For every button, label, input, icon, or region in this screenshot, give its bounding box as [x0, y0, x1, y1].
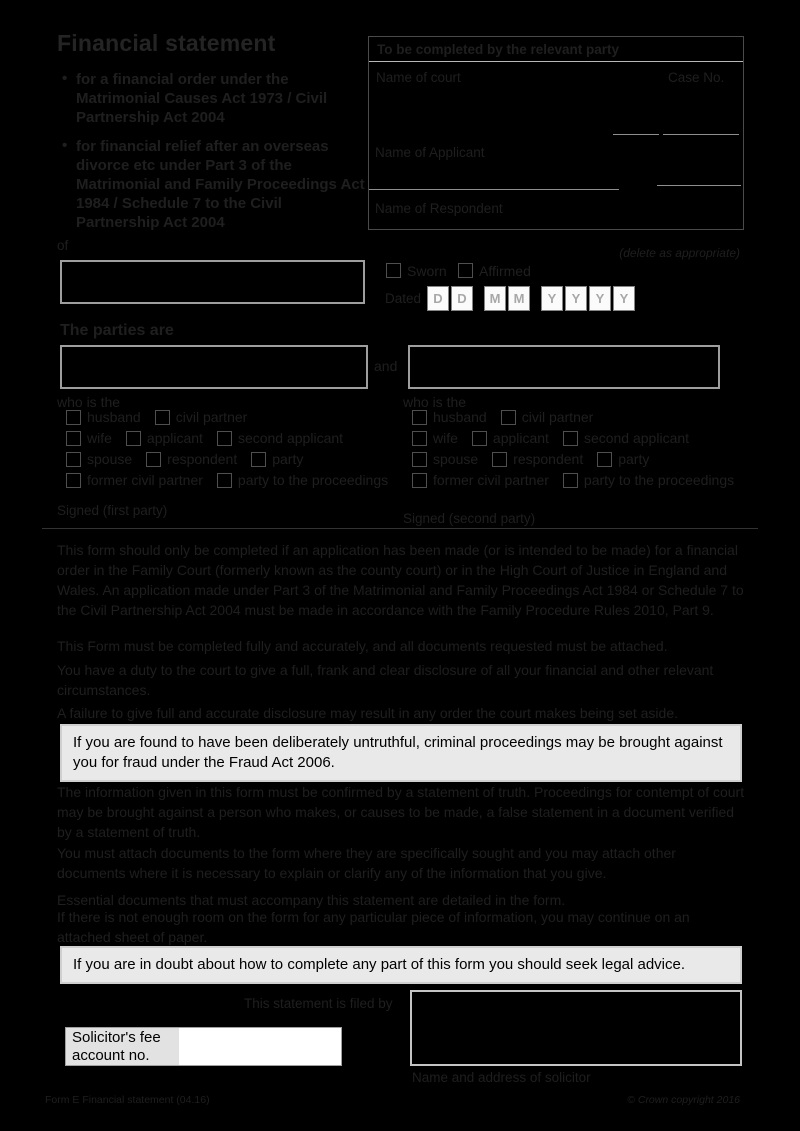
option-party-to-proceedings: [217, 472, 388, 488]
bullet-dot: •: [62, 137, 68, 154]
solicitor-address-caption: Name and address of solicitor: [412, 1070, 591, 1085]
note-paragraph: This form should only be completed if an application has been made (or is intended to be made) for a financial order in the Family Court (formerly known as the county court) or in the High Court of Justice in England and Wales. An application made under Part 3 of the Matrimonial and Family Proceedings Act 1984 or Schedule 7 to the Civil Partnership Act 2004 must be made in accordance with the Family Procedure Rules 2010, Part 9.: [57, 542, 744, 618]
case-no-line[interactable]: [613, 134, 659, 135]
husband-checkbox[interactable]: [412, 410, 427, 425]
fraud-warning-box: If you are found to have been deliberately untruthful, criminal proceedings may be brought against you for fraud under the Fraud Act 2006.: [60, 724, 742, 782]
date-month-cell[interactable]: M: [484, 286, 506, 311]
bullet-dot: •: [62, 70, 68, 87]
options-row: [412, 430, 742, 446]
title-bullets: [62, 70, 368, 242]
statement-of-name-box[interactable]: [60, 260, 365, 304]
option-spouse: [66, 451, 132, 467]
who-is-the-label: who is the: [403, 394, 467, 410]
second-party-name-box[interactable]: [408, 345, 720, 389]
spouse-checkbox[interactable]: [412, 452, 427, 467]
delete-as-appropriate-note: (delete as appropriate): [619, 246, 740, 260]
civil-partner-checkbox[interactable]: [155, 410, 170, 425]
option-label: husband: [433, 409, 487, 425]
options-row: [412, 472, 742, 488]
option-label: respondent: [167, 451, 238, 467]
option-party: [597, 451, 649, 467]
respondent-checkbox[interactable]: [492, 452, 507, 467]
applicant-name-line[interactable]: [369, 189, 619, 190]
affirmed-checkbox[interactable]: [458, 263, 473, 278]
option-second-applicant: [217, 430, 343, 446]
option-label: party: [272, 451, 304, 467]
wife-checkbox[interactable]: [412, 431, 427, 446]
parties-heading: The parties are: [60, 322, 174, 339]
wife-checkbox[interactable]: [66, 431, 81, 446]
page-title: Financial statement: [57, 30, 276, 56]
party-checkbox[interactable]: [597, 452, 612, 467]
option-label: husband: [87, 409, 141, 425]
option-civil-partner: [501, 409, 594, 425]
option-second-applicant: [563, 430, 689, 446]
former-civil-partner-checkbox[interactable]: [412, 473, 427, 488]
statement-of-label: of: [57, 238, 69, 253]
bullet-text: for financial relief after an overseas divorce etc under Part 3 of the Matrimonial and Family Proceedings Act 1984 / Schedule 7 to the Civil Partnership Act 2004: [76, 138, 365, 231]
option-label: former civil partner: [87, 472, 203, 488]
solicitor-fee-input[interactable]: [179, 1028, 341, 1065]
option-party: [251, 451, 303, 467]
options-row: [66, 472, 396, 488]
solicitor-fee-field: [65, 1027, 342, 1066]
second-party-signed-label: Signed (second party): [403, 511, 536, 526]
footer-form-version: Form E Financial statement (04.16): [45, 1094, 210, 1106]
option-applicant: [126, 430, 203, 446]
date-day-cell[interactable]: D: [427, 286, 449, 311]
date-year-cell[interactable]: Y: [613, 286, 635, 311]
note-paragraph: You have a duty to the court to give a full, frank and clear disclosure of all your financial and other relevant circumstances.: [57, 662, 714, 698]
name-of-court-label: Name of court: [376, 70, 461, 85]
affirmed-option: [458, 262, 531, 280]
option-label: spouse: [87, 451, 133, 467]
option-husband: [412, 409, 487, 425]
section-divider: [42, 528, 758, 529]
note-paragraph: The information given in this form must be confirmed by a statement of truth. Proceedings for contempt of court may be brought against a person who makes, or causes to be made, a false statement in a document verified by a statement of truth.: [57, 784, 745, 840]
date-year-cell[interactable]: Y: [565, 286, 587, 311]
option-label: civil partner: [521, 409, 594, 425]
solicitor-address-box[interactable]: [410, 990, 742, 1066]
option-former-civil-partner: [66, 472, 203, 488]
date-day-cell[interactable]: D: [451, 286, 473, 311]
option-label: second applicant: [237, 430, 344, 446]
second-applicant-checkbox[interactable]: [217, 431, 232, 446]
court-box-header: To be completed by the relevant party: [377, 42, 620, 57]
note-paragraph: If there is not enough room on the form for any particular piece of information, you may continue on an attached sheet of paper.: [57, 909, 690, 945]
option-former-civil-partner: [412, 472, 549, 488]
option-label: party to the proceedings: [237, 472, 389, 488]
solicitor-fee-label: Solicitor's fee account no.: [66, 1028, 179, 1065]
option-applicant: [472, 430, 549, 446]
note-paragraph: You must attach documents to the form where they are specifically sought and you may attach other documents where it is necessary to explain or clarify any of the information that you give.: [57, 845, 676, 881]
option-label: second applicant: [583, 430, 690, 446]
date-month-cell[interactable]: M: [508, 286, 530, 311]
option-label: civil partner: [175, 409, 248, 425]
parties-joiner: and: [374, 358, 398, 374]
affirmed-label: Affirmed: [479, 262, 531, 279]
applicant-name-line[interactable]: [657, 185, 741, 186]
date-year-cell[interactable]: Y: [541, 286, 563, 311]
who-is-the-label: who is the: [57, 394, 121, 410]
options-row: [66, 451, 396, 467]
footer-copyright: © Crown copyright 2016: [627, 1094, 740, 1106]
respondent-checkbox[interactable]: [146, 452, 161, 467]
applicant-checkbox[interactable]: [472, 431, 487, 446]
court-details-box: [368, 36, 744, 230]
option-party-to-proceedings: [563, 472, 734, 488]
divider: [369, 61, 743, 62]
sworn-checkbox[interactable]: [386, 263, 401, 278]
option-label: former civil partner: [433, 472, 549, 488]
case-no-line[interactable]: [663, 134, 739, 135]
dated-label: Dated: [385, 291, 422, 306]
option-label: spouse: [433, 451, 479, 467]
applicant-checkbox[interactable]: [126, 431, 141, 446]
applicant-name-label: Name of Applicant: [375, 145, 485, 160]
option-respondent: [492, 451, 583, 467]
option-wife: [66, 430, 112, 446]
party-to-proceedings-checkbox[interactable]: [217, 473, 232, 488]
options-row: [66, 409, 396, 425]
bullet-text: for a financial order under the Matrimonial Causes Act 1973 / Civil Partnership Act 2004: [76, 71, 328, 126]
note-paragraph: Essential documents that must accompany this statement are detailed in the form.: [57, 892, 566, 908]
former-civil-partner-checkbox[interactable]: [66, 473, 81, 488]
option-label: party to the proceedings: [583, 472, 735, 488]
party-to-proceedings-checkbox[interactable]: [563, 473, 578, 488]
date-field: [427, 286, 637, 311]
option-label: wife: [87, 430, 112, 446]
option-civil-partner: [155, 409, 248, 425]
first-party-name-box[interactable]: [60, 345, 368, 389]
option-spouse: [412, 451, 478, 467]
filed-by-label: This statement is filed by: [244, 996, 393, 1011]
second-applicant-checkbox[interactable]: [563, 431, 578, 446]
second-party-options-grid: [412, 409, 742, 488]
note-paragraph: A failure to give full and accurate disclosure may result in any order the court makes being set aside.: [57, 705, 678, 721]
note-paragraph: This Form must be completed fully and accurately, and all documents requested must be attached.: [57, 638, 668, 654]
first-party-signed-label: Signed (first party): [57, 503, 168, 518]
option-label: respondent: [513, 451, 584, 467]
first-party-options-grid: [66, 409, 396, 488]
sworn-label: Sworn: [407, 262, 447, 279]
sworn-option: [386, 262, 447, 280]
option-label: applicant: [146, 430, 203, 446]
respondent-name-label: Name of Respondent: [375, 201, 503, 216]
options-row: [66, 430, 396, 446]
bullet-item: [62, 70, 368, 127]
party-checkbox[interactable]: [251, 452, 266, 467]
option-label: party: [618, 451, 650, 467]
legal-advice-box: If you are in doubt about how to complete any part of this form you should seek legal advice.: [60, 946, 742, 984]
spouse-checkbox[interactable]: [66, 452, 81, 467]
case-no-label: Case No.: [668, 70, 725, 85]
option-husband: [66, 409, 141, 425]
options-row: [412, 409, 742, 425]
option-label: applicant: [492, 430, 549, 446]
bullet-item: [62, 137, 368, 232]
husband-checkbox[interactable]: [66, 410, 81, 425]
civil-partner-checkbox[interactable]: [501, 410, 516, 425]
options-row: [412, 451, 742, 467]
date-year-cell[interactable]: Y: [589, 286, 611, 311]
option-wife: [412, 430, 458, 446]
option-respondent: [146, 451, 237, 467]
option-label: wife: [433, 430, 458, 446]
